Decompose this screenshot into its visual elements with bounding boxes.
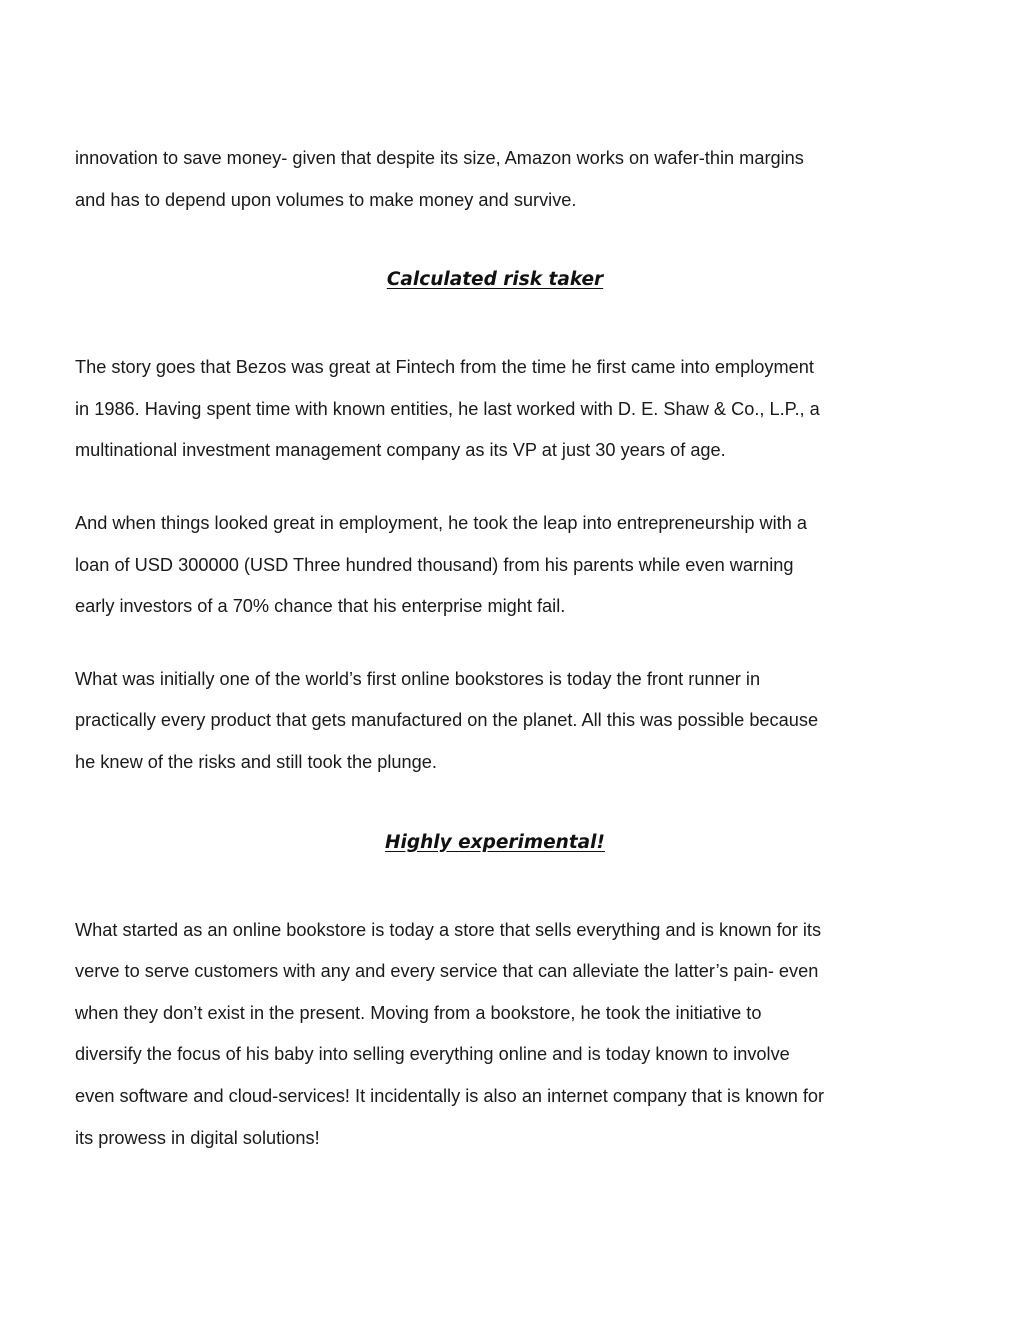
text-line: innovation to save money- given that despite its size, Amazon works on wafer-thin margins — [75, 148, 804, 168]
text-line: practically every product that gets manufactured on the planet. All this was possible because — [75, 710, 819, 731]
section-heading-highly-experimental: Highly experimental! — [385, 831, 605, 853]
text-line: even software and cloud-services! It incidentally is also an internet company that is known for — [75, 1085, 825, 1106]
text-line: early investors of a 70% chance that his enterprise might fail. — [75, 596, 566, 617]
intro-paragraph — [75, 138, 915, 221]
text-line: What was initially one of the world’s first online bookstores is today the front runner in — [75, 668, 761, 689]
section-1-paragraph-1 — [75, 347, 915, 472]
text-line: loan of USD 300000 (USD Three hundred thousand) from his parents while even warning — [75, 554, 794, 575]
text-line: What started as an online bookstore is today a store that sells everything and is known for its — [75, 919, 822, 940]
text-line: when they don’t exist in the present. Moving from a bookstore, he took the initiative to — [75, 1002, 762, 1023]
text-line: in 1986. Having spent time with known entities, he last worked with D. E. Shaw & Co., L.P., a — [75, 398, 820, 419]
section-1-paragraph-3 — [75, 659, 915, 784]
text-line: verve to serve customers with any and every service that can alleviate the latter’s pain- even — [75, 961, 819, 982]
section-1-paragraph-2 — [75, 503, 915, 628]
text-line: diversify the focus of his baby into selling everything online and is today known to involve — [75, 1044, 790, 1065]
text-line: And when things looked great in employment, he took the leap into entrepreneurship with a — [75, 512, 808, 533]
section-2-paragraph-1 — [75, 910, 915, 1160]
section-heading-calculated-risk-taker: Calculated risk taker — [386, 269, 604, 291]
text-line: The story goes that Bezos was great at Fintech from the time he first came into employment — [75, 357, 814, 378]
document-body — [75, 138, 915, 1159]
text-line: and has to depend upon volumes to make money and survive. — [75, 189, 577, 210]
text-line: he knew of the risks and still took the plunge. — [75, 751, 437, 772]
text-line: its prowess in digital solutions! — [75, 1127, 320, 1148]
text-line: multinational investment management company as its VP at just 30 years of age. — [75, 440, 726, 461]
